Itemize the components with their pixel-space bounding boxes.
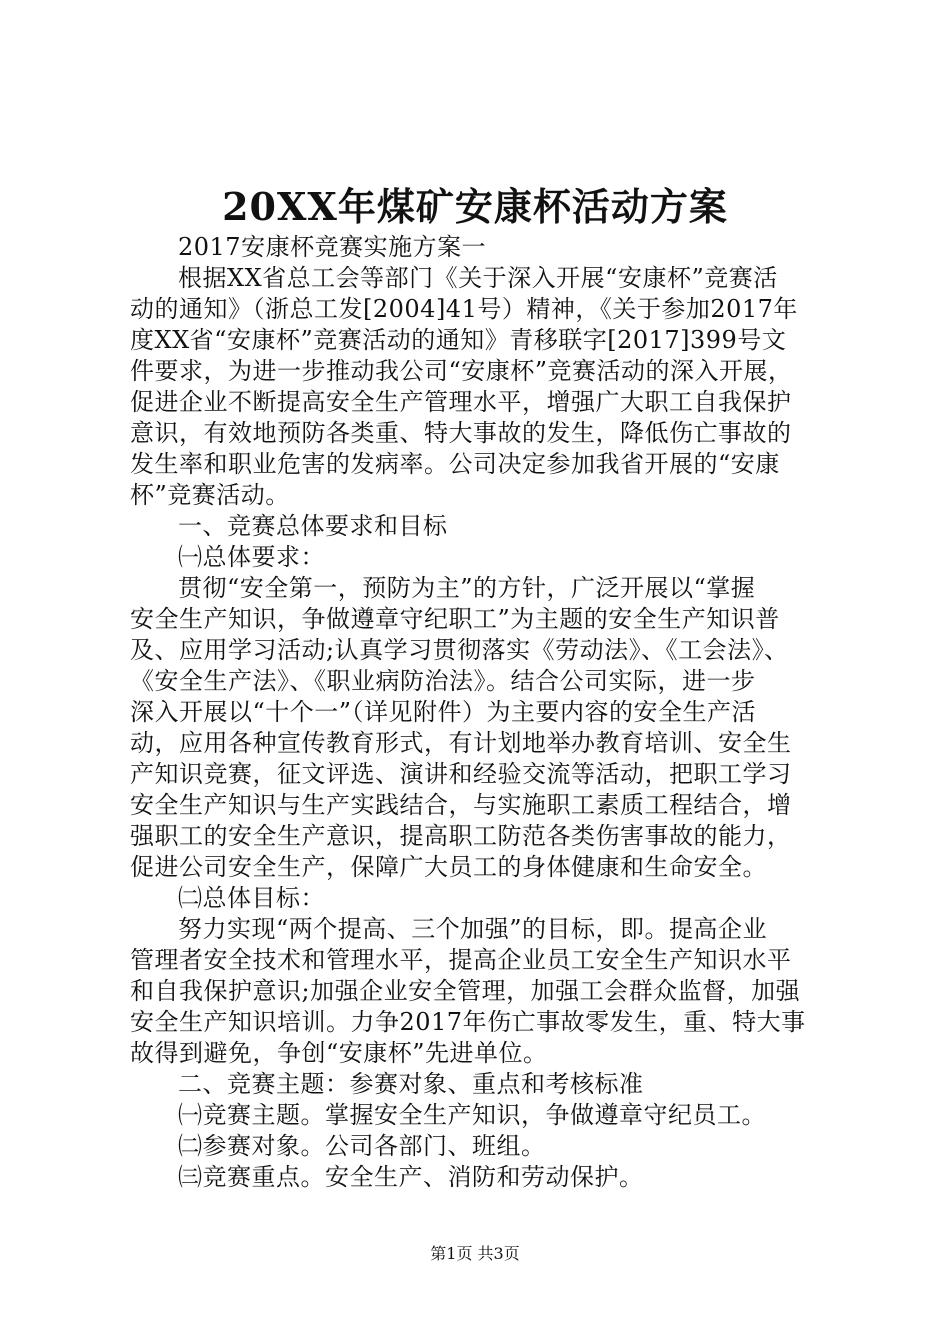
text-line: ㈡参赛对象。公司各部门、班组。 — [178, 1132, 546, 1160]
text-line: ㈠竞赛主题。掌握安全生产知识，争做遵章守纪员工。 — [178, 1101, 766, 1129]
text-line: 一、竞赛总体要求和目标 — [178, 512, 448, 540]
text-line: 产知识竞赛，征文评选、演讲和经验交流等活动，把职工学习 — [130, 760, 792, 788]
page-footer: 第1页 共3页 — [430, 1244, 520, 1263]
text-line: 促进企业不断提高安全生产管理水平，增强广大职工自我保护 — [130, 388, 792, 416]
text-line: 安全生产知识与生产实践结合，与实施职工素质工程结合，增 — [130, 791, 792, 819]
text-line: 件要求，为进一步推动我公司“安康杯”竞赛活动的深入开展， — [130, 357, 793, 385]
text-line: 强职工的安全生产意识，提高职工防范各类伤害事故的能力， — [130, 822, 792, 850]
document-title: 20XX年煤矿安康杯活动方案 — [222, 184, 728, 229]
text-line: 度XX省“安康杯”竞赛活动的通知》青移联字[2017]399号文 — [130, 326, 787, 354]
text-line: 《安全生产法》、《职业病防治法》。结合公司实际，进一步 — [130, 667, 756, 695]
text-line: 动，应用各种宣传教育形式，有计划地举办教育培训、安全生 — [130, 729, 792, 757]
text-line: 故得到避免，争创“安康杯”先进单位。 — [130, 1039, 548, 1067]
text-line: 促进公司安全生产，保障广大员工的身体健康和生命安全。 — [130, 853, 767, 881]
text-line: 及、应用学习活动;认真学习贯彻落实《劳动法》、《工会法》、 — [130, 636, 789, 664]
text-line: 深入开展以“十个一”（详见附件）为主要内容的安全生产活 — [130, 698, 757, 726]
text-line: 安全生产知识培训。力争2017年伤亡事故零发生，重、特大事 — [130, 1008, 806, 1036]
text-line: ㈡总体目标： — [178, 884, 325, 912]
text-line: ㈠总体要求： — [178, 543, 325, 571]
text-line: 贯彻“安全第一，预防为主”的方针，广泛开展以“掌握 — [178, 574, 756, 602]
text-line: 意识，有效地预防各类重、特大事故的发生，降低伤亡事故的 — [130, 419, 792, 447]
text-line: 和自我保护意识;加强企业安全管理，加强工会群众监督，加强 — [130, 977, 801, 1005]
text-line: 努力实现“两个提高、三个加强”的目标，即。提高企业 — [178, 915, 768, 943]
text-line: 二、竞赛主题：参赛对象、重点和考核标准 — [178, 1070, 644, 1098]
text-line: 2017安康杯竞赛实施方案一 — [178, 233, 487, 261]
text-line: 安全生产知识，争做遵章守纪职工”为主题的安全生产知识普 — [130, 605, 780, 633]
text-line: 发生率和职业危害的发病率。公司决定参加我省开展的“安康 — [130, 450, 780, 478]
text-line: 根据XX省总工会等部门《关于深入开展“安康杯”竞赛活 — [178, 264, 778, 292]
text-line: 管理者安全技术和管理水平，提高企业员工安全生产知识水平 — [130, 946, 792, 974]
text-line: ㈢竞赛重点。安全生产、消防和劳动保护。 — [178, 1163, 644, 1191]
document-body — [130, 232, 836, 1193]
text-line: 杯”竞赛活动。 — [130, 481, 290, 509]
text-line: 动的通知》（浙总工发[2004]41号）精神，《关于参加2017年 — [130, 295, 798, 323]
